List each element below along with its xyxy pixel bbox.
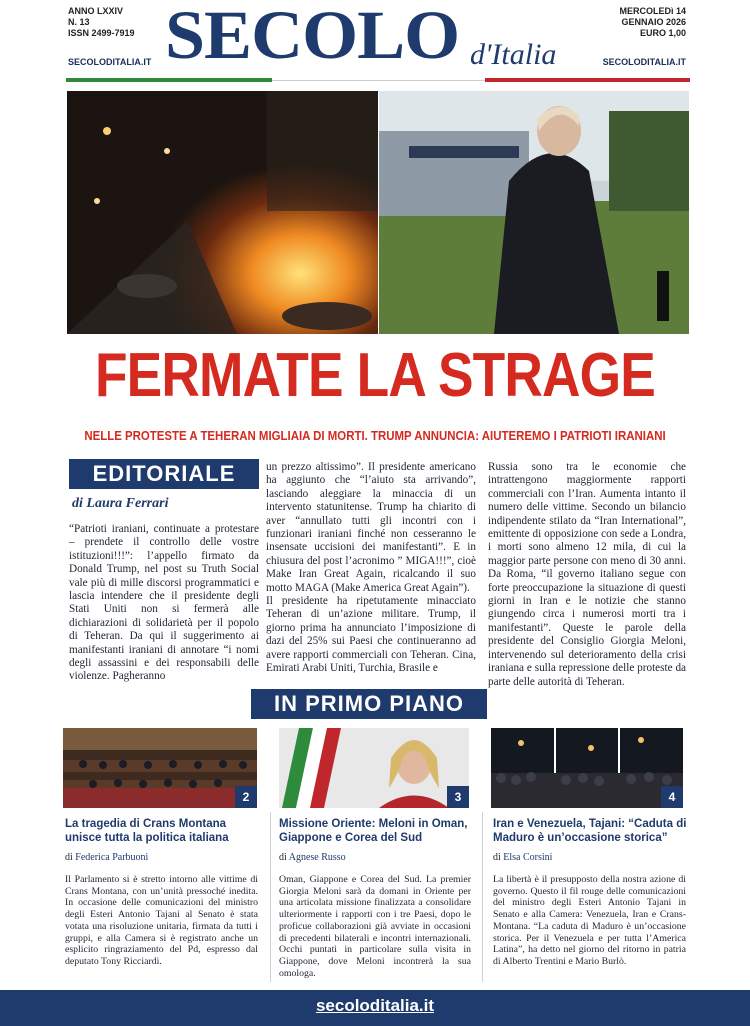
- date-month: GENNAIO 2026: [621, 17, 686, 27]
- editorial-column-3: Russia sono tra le economie che intrattengono maggiormente rapporti commerciali con l’Iran. Aumenta intanto il numero delle vittime. Secondo un bilancio indipendente stilato da “Iran International”, emittente di opposizione con sede a Londra, i morti sono almeno 12 mila, di cui la maggior parte persone con meno di 30 anni. Da Roma, “il governo italiano segue con forte preoccupazione la situazione di questi giorni in Iran e le notizie che stanno giungendo circa i numerosi morti tra i manifestanti”. Queste le parole della presidente del Consiglio Giorgia Meloni, intervenendo sul deterioramento della crisi iraniana e sulla repressione delle proteste da parte delle autorità di Teheran.: [488, 461, 686, 688]
- byline-prefix: di: [493, 852, 501, 863]
- article-number: 4: [661, 786, 683, 808]
- subheadline: NELLE PROTESTE A TEHERAN MIGLIAIA DI MORTI. TRUMP ANNUNCIA: AIUTEREMO I PATRIOTI IRANIANI: [84, 428, 666, 443]
- byline-prefix: di: [65, 852, 73, 863]
- article-title[interactable]: Missione Oriente: Meloni in Oman, Giappone e Corea del Sud: [279, 818, 468, 844]
- photo-trump-helicopter[interactable]: [379, 91, 689, 334]
- issn: ISSN 2499-7919: [68, 28, 135, 38]
- article-body: Oman, Giappone e Corea del Sud. La premier Giorgia Meloni sarà da domani in Oriente per una articolata missione finalizzata a consolidare ulteriormente i rapporti con i tre Paesi, dopo le proficue collaborazioni già avviate in occasioni di precedenti bilaterali e incontri internazionali. Occhi puntati in particolare sulla visita in Giappone, dove Meloni incontrerà la sua omologa.: [279, 874, 471, 979]
- issue-info: [68, 6, 135, 39]
- rule-grey: [272, 80, 485, 81]
- divider: [270, 812, 271, 982]
- article-author: Agnese Russo: [288, 852, 346, 863]
- primo-piano-label: IN PRIMO PIANO: [251, 689, 487, 719]
- article-number: 2: [235, 786, 257, 808]
- editorial-label: EDITORIALE: [69, 459, 259, 489]
- rule-red: [485, 78, 690, 82]
- thumb-parliament[interactable]: [63, 728, 257, 808]
- article-byline: [65, 852, 148, 863]
- article-byline: [279, 852, 346, 863]
- photo-protest-fire[interactable]: [67, 91, 378, 334]
- date-info: [619, 6, 686, 39]
- issue-year: ANNO LXXIV: [68, 6, 124, 16]
- footer-site-link[interactable]: secoloditalia.it: [315, 996, 435, 1015]
- editorial-author: di Laura Ferrari: [72, 496, 169, 511]
- rule-green: [66, 78, 272, 82]
- site-link-right[interactable]: SECOLODITALIA.IT: [602, 57, 686, 67]
- thumb-meloni[interactable]: [279, 728, 469, 808]
- thumb-venezuela-crowd[interactable]: [491, 728, 683, 808]
- editorial-column-1: “Patrioti iraniani, continuate a protestare – prendete il controllo delle vostre istituzioni!!!”: l’appello firmato da Donald Trump, nel post su Truth Social vale più di mille discorsi programmatici e lascia intendere che il presidente degli Stati Uniti non si fermerà alle dichiarazioni di solidarietà per il popolo di Teheran. Da qui il suggerimento ai manifestanti iraniani di annotare “i nomi degli assassini e dei responsabili delle violenze. Pagheranno: [69, 523, 259, 683]
- article-title[interactable]: Iran e Venezuela, Tajani: “Caduta di Maduro è un’occasione storica”: [493, 818, 687, 844]
- byline-prefix: di: [279, 852, 287, 863]
- issue-number: N. 13: [68, 17, 90, 27]
- article-author: Federica Parbuoni: [75, 852, 149, 863]
- editorial-column-2: un prezzo altissimo”. Il presidente americano ha aggiunto che “l’aiuto sta arrivando”, lasciando aleggiare la minaccia di un intervento statunitense. Trump ha chiarito di aver “annullato tutti gli incontri con i funzionari iraniani finché non cesseranno le insensate uccisioni dei manifestanti”. E in chiusura del post l’acronimo ” MIGA!!!”, cioè Make Iran Great Again, ricalcando il suo motto MAGA (Make America Great Again”). Il presidente ha ripetutamente minacciato Teheran di un’azione militare. Trump, il giorno prima ha annunciato l’imposizione di dazi del 25% sui Paesi che continueranno ad avere rapporti commerciali con Teheran. Cina, Emirati Arabi Uniti, Turchia, Brasile e: [266, 461, 476, 675]
- logo-subtitle: d'Italia: [470, 38, 557, 71]
- article-title[interactable]: La tragedia di Crans Montana unisce tutta la politica italiana: [65, 818, 229, 844]
- date-day: MERCOLEDì 14: [619, 6, 686, 16]
- article-body: La libertà è il presupposto della nostra azione di governo. Questo il fil rouge delle comunicazioni del ministro degli Esteri Antonio Tajani in Senato e alla Camera: Venezuela, Iran e Crans-Montana. “La caduta di Maduro è un’occasione storica. Per il Venezuela e per tutta l’America Latina”, ha detto nel giorno del ritorno in patria di Alberto Trentini e Mario Burlò.: [493, 874, 686, 967]
- article-number: 3: [447, 786, 469, 808]
- article-body: Il Parlamento si è stretto intorno alle vittime di Crans Montana, con un’unità pressoché inedita. In occasione delle comunicazioni del ministro degli Esteri Antonio Tajani al Senato è stata votata una risoluzione unitaria, firmata da tutti i gruppi, e alla Camera si è registrato anche un esplicito ringraziamento del Pd, espresso dal deputato Tony Ricciardi.: [65, 874, 258, 967]
- headline[interactable]: FERMATE LA STRAGE: [94, 341, 656, 410]
- article-author: Elsa Corsini: [503, 852, 553, 863]
- article-byline: [493, 852, 552, 863]
- site-link-left[interactable]: SECOLODITALIA.IT: [68, 57, 152, 67]
- price: EURO 1,00: [639, 28, 686, 38]
- logo-main[interactable]: SECOLO: [165, 0, 460, 73]
